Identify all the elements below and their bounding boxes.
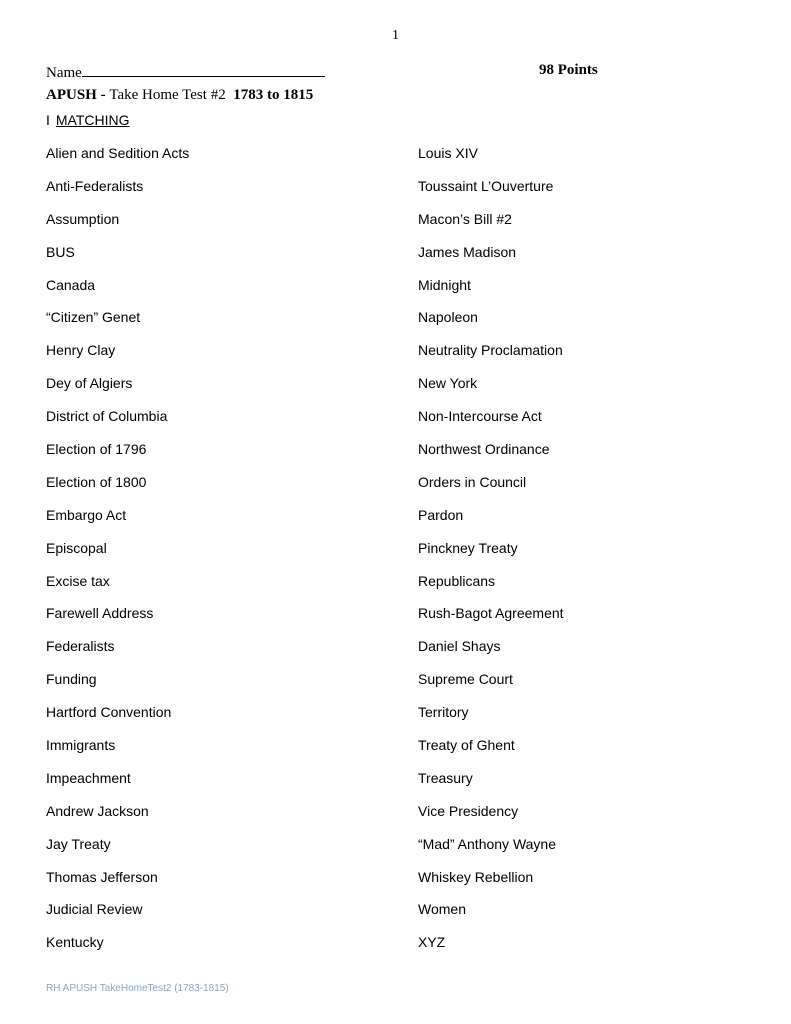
- matching-term: Judicial Review: [46, 901, 143, 918]
- matching-term: Andrew Jackson: [46, 802, 149, 819]
- matching-term: Henry Clay: [46, 342, 116, 359]
- matching-term: Pardon: [418, 506, 464, 523]
- matching-term: Assumption: [46, 210, 120, 227]
- name-field: [46, 62, 325, 82]
- matching-term: Kentucky: [46, 934, 104, 951]
- matching-term: Farewell Address: [46, 605, 154, 622]
- matching-term: Canada: [46, 276, 96, 293]
- matching-term: Louis XIV: [418, 145, 478, 161]
- section-numeral: I: [46, 112, 50, 128]
- matching-term: Impeachment: [46, 769, 131, 786]
- matching-term: Episcopal: [46, 539, 107, 556]
- matching-term: Whiskey Rebellion: [418, 868, 534, 885]
- matching-term: Territory: [418, 704, 469, 721]
- matching-term: Non-Intercourse Act: [418, 408, 542, 425]
- name-blank-line[interactable]: [82, 62, 325, 77]
- matching-term: District of Columbia: [46, 408, 168, 425]
- section-label: MATCHING: [55, 112, 130, 128]
- matching-term: Midnight: [418, 276, 471, 293]
- test-name: Take Home Test #2: [109, 87, 226, 103]
- matching-right-column: [418, 145, 564, 967]
- matching-term: Women: [418, 901, 466, 918]
- matching-term: Orders in Council: [418, 473, 527, 490]
- page-number: 1: [392, 28, 399, 43]
- matching-term: Alien and Sedition Acts: [46, 145, 190, 161]
- matching-term: “Mad” Anthony Wayne: [418, 835, 556, 852]
- matching-term: Election of 1800: [46, 473, 147, 490]
- matching-term: Thomas Jefferson: [46, 868, 158, 885]
- matching-term: Supreme Court: [418, 671, 513, 688]
- matching-term: Vice Presidency: [418, 802, 519, 819]
- footer-text: RH APUSH TakeHomeTest2 (1783-1815): [46, 983, 229, 994]
- matching-term: Napoleon: [418, 309, 478, 326]
- matching-term: Jay Treaty: [46, 835, 111, 852]
- course-name: APUSH: [46, 87, 97, 103]
- matching-term: Federalists: [46, 638, 115, 655]
- matching-term: Northwest Ordinance: [418, 441, 550, 458]
- matching-term: “Citizen” Genet: [46, 309, 141, 326]
- matching-term: BUS: [46, 243, 75, 260]
- matching-term: New York: [418, 375, 478, 392]
- title-dash: -: [96, 87, 110, 103]
- matching-term: Embargo Act: [46, 506, 127, 523]
- section-heading: [46, 112, 130, 128]
- matching-term: Republicans: [418, 572, 496, 589]
- name-label: Name: [46, 65, 82, 81]
- matching-term: Rush-Bagot Agreement: [418, 605, 564, 622]
- matching-term: Immigrants: [46, 737, 116, 754]
- test-title: [46, 87, 313, 104]
- matching-term: James Madison: [418, 243, 517, 260]
- matching-term: Funding: [46, 671, 97, 688]
- matching-term: XYZ: [418, 934, 446, 951]
- points-total: 98 Points: [539, 62, 598, 78]
- matching-term: Hartford Convention: [46, 704, 172, 721]
- matching-term: Dey of Algiers: [46, 375, 133, 392]
- matching-term: Treaty of Ghent: [418, 737, 515, 754]
- date-range: 1783 to 1815: [233, 87, 314, 103]
- matching-term: Excise tax: [46, 572, 110, 589]
- matching-term: Pinckney Treaty: [418, 539, 518, 556]
- matching-term: Anti-Federalists: [46, 177, 144, 194]
- matching-term: Treasury: [418, 769, 473, 786]
- matching-term: Election of 1796: [46, 441, 147, 458]
- matching-term: Macon’s Bill #2: [418, 210, 512, 227]
- matching-left-column: [46, 145, 189, 967]
- matching-term: Toussaint L’Ouverture: [418, 177, 554, 194]
- matching-term: Daniel Shays: [418, 638, 501, 655]
- matching-term: Neutrality Proclamation: [418, 342, 563, 359]
